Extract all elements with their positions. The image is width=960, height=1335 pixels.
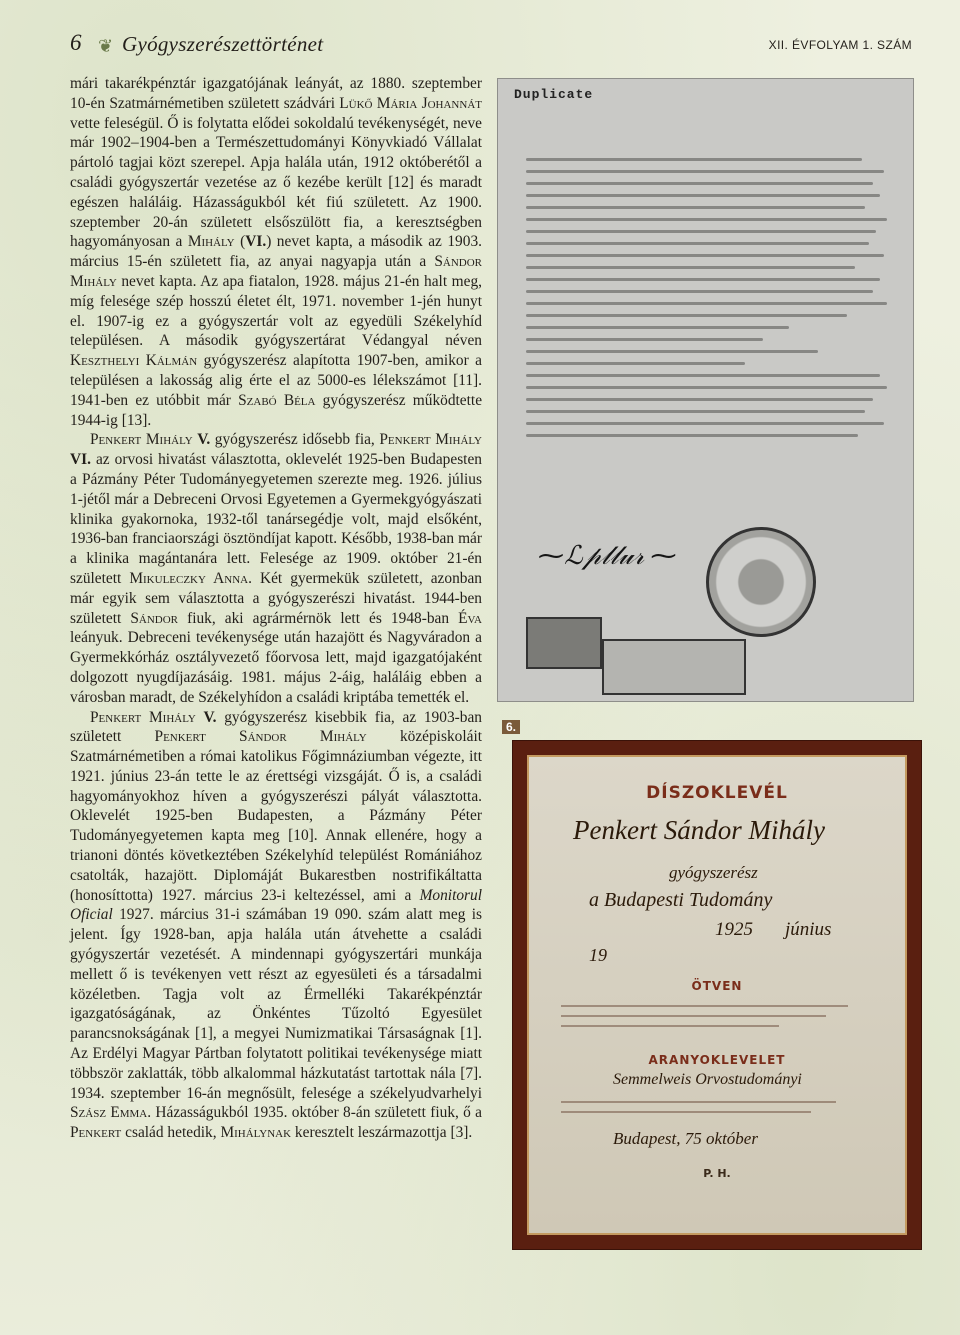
journal-title: Gyógyszerészettörténet	[122, 32, 324, 56]
diploma-ph: P. H.	[703, 1167, 731, 1180]
diploma-faculty: Semmelweis Orvostudományi	[613, 1071, 802, 1088]
paragraph-2: Penkert Mihály V. gyógyszerész idősebb fia, Penkert Mihály VI. az orvosi hivatást választotta, oklevelét 1925-ben Budapesten a Pázmány Péter Tudományegyetemen szerezte meg. 1926. július 1-jétől már a Debreceni Orvosi Egyetemen a Gyermekgyógyászati klinika gyakornoka, 1932-től tanársegédje volt, majd elsőként, 1936-ban franciaországi ösztöndíjat kapott. Később, 1938-ban már a klinika magántanára lett. Felesége az 1909. október 21-én született Mikuleczky Anna. Két gyermekük született, azonban már egyik sem választotta a gyógyszerészi hivatást. 1944-ben született Sándor fiuk, aki agrármérnök lett és 1948-ban Éva leányuk. Debreceni tevékenysége után hazajött és Nagyváradon a Gyermekkórház osztályvezető főorvosa lett, majd igazgatójaként dolgozott nyugdíjazásáig. 1981. május 2-áig, haláláig ebben a városban maradt, de Székelyhídon a családi kriptába temették el.	[70, 431, 482, 706]
signature: ⁓ℒ𝓅𝓁𝓁𝓊𝓇 ⁓	[538, 541, 677, 570]
leaf-icon: ❦	[98, 36, 114, 56]
volume-label: XII. ÉVFOLYAM 1. SZÁM	[768, 38, 912, 52]
diploma-day: 19	[589, 945, 607, 965]
paragraph-1: mári takarékpénztár igazgatójának leányát, az 1880. szeptember 10-én Szatmárnémetiben született szádvári Lükő Mária Johannát vette feleségül. Ő is folytatta elődei sokoldalú tevékenységét, neve már 1902–1904-ben a Természettudományi Könyvkiadó Vállalat pártoló tagjai közt szerepel. Apja halála után, 1912 októberétől a családi gyógyszertár vezetése az ő kezébe került [12] és maradt egészen haláláig. Házasságukból két fiú született. Az 1900. szeptember 20-án született elsőszülött fia, a keresztségben hagyományosan a Mihály (VI.) nevet kapta, a második az 1903. március 15-én született fia, az anyai nagyapja után a Sándor Mihály nevet kapta. Az apa fiatalon, 1928. május 21-én halt meg, míg felesége szép hosszú életet élt, 1971. november 1-jén hunyt el. 1907-ig ez a gyógyszertár volt az egyedüli Székelyhíd településen. A második gyógyszertárat Védangyal néven Keszthelyi Kálmán gyógyszerész alapította 1907-ben, amikor a településen a lakosság alig érte el az 5000-es lélekszámot [11]. 1941-ben ez utóbbit már Szabó Béla gyógyszerész működtette 1944-ig [13].	[70, 75, 483, 429]
diploma-text-lines	[561, 997, 873, 1035]
article-body	[70, 74, 482, 1143]
figure-label: 6.	[502, 720, 520, 734]
diploma-year: 1925	[715, 919, 753, 940]
diploma-title: DÍSZOKLEVÉL	[646, 783, 788, 803]
document-title: Duplicate	[514, 87, 594, 102]
typed-text-lines	[526, 149, 891, 446]
revenue-stamps	[526, 617, 602, 669]
diploma-name: Penkert Sándor Mihály	[573, 815, 825, 845]
rubber-stamp	[602, 639, 746, 695]
paragraph-3: Penkert Mihály V. gyógyszerész kisebbik fia, az 1903-ban született Penkert Sándor Mihály középiskoláit Szatmárnémetiben a római katolikus Főgimnáziumban végezte, itt 1921. június 23-án tette le az érettségi vizsgáját. Ő is, a családi hagyományokhoz híven a gyógyszerészi pályát választotta. Oklevelét 1925-ben Budapesten, a Pázmány Péter Tudományegyetemen kapta meg [10]. Annak ellenére, hogy a trianoni döntés következtében Székelyhíd települést Romániához csatolták, hazajött. Diplomáját Bukarestben nostrifikáltatta (honosíttotta) 1927. március 23-i keltezéssel, ami a Monitorul Oficial 1927. március 31-i számában 19 090. szám alatt meg is jelent. Így 1928-ban, apja halála után átvehette a családi gyógyszertár vezetését. A mindennapi gyógyszertári munkája mellett ő is tevékenyen vett részt az egyesületi és a társadalmi közéletben. Tagja volt az Érmelléki Takarékpénztár igazgatóságának, az Önkéntes Tűzoltó Egyesület parancsnokságának [1], a megyei Numizmatikai Társaságnak [1]. Az Erdélyi Magyar Pártban folytatott politikai tevékenysége miatt többször zaklatták, több alkalommal házkutatást tartottak nála [7]. 1934. szeptember 16-án megnősült, felesége a székelyudvarhelyi Szász Emma. Házasságukból 1935. október 8-án született fiuk, ő a Penkert család hetedik, Mihálynak keresztelt leszármazottja [3].	[70, 708, 483, 1142]
page-header	[70, 30, 912, 64]
document-photo	[497, 78, 914, 702]
diploma-profession: gyógyszerész	[669, 863, 758, 882]
diploma-fifty: ÖTVEN	[691, 979, 743, 993]
diploma-place-date: Budapest, 75 október	[613, 1129, 758, 1148]
page-number: 6	[70, 30, 82, 55]
diploma-text-lines-2	[561, 1093, 873, 1121]
diploma-photo	[512, 740, 922, 1250]
diploma-month: június	[785, 919, 832, 940]
official-seal	[706, 527, 816, 637]
diploma-university: a Budapesti Tudomány	[589, 889, 773, 911]
diploma-frame	[527, 755, 907, 1235]
diploma-gold: ARANYOKLEVELET	[648, 1053, 786, 1067]
